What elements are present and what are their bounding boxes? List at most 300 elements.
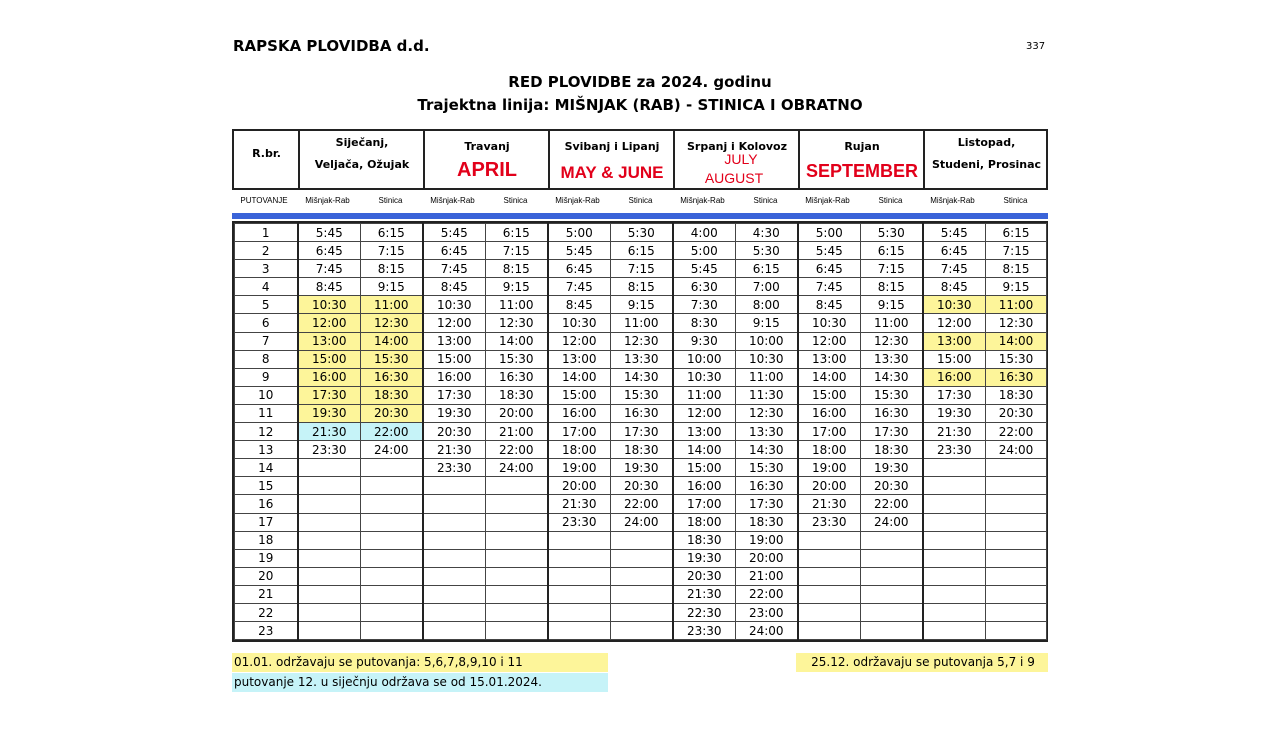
- departure-misnjak: 12:00: [923, 314, 986, 332]
- departure-misnjak: 23:30: [423, 459, 486, 477]
- departure-stinica: 9:15: [861, 296, 923, 314]
- header-period-jan-mar: [298, 131, 424, 190]
- departure-misnjak: 8:45: [423, 278, 486, 296]
- departure-stinica: [486, 622, 548, 640]
- departure-stinica: 20:00: [736, 549, 798, 567]
- departure-misnjak: 20:00: [798, 477, 861, 495]
- departure-misnjak: [548, 585, 611, 603]
- header-rbr: [234, 131, 299, 190]
- departure-misnjak: [548, 567, 611, 585]
- departure-misnjak: 18:00: [798, 441, 861, 459]
- departure-stinica: 15:30: [986, 350, 1047, 368]
- departure-stinica: 5:30: [611, 224, 673, 242]
- departure-stinica: [486, 585, 548, 603]
- departure-stinica: 4:30: [736, 224, 798, 242]
- departure-stinica: [986, 585, 1047, 603]
- departure-misnjak: [798, 531, 861, 549]
- table-row: [235, 314, 1047, 332]
- departure-stinica: 22:00: [486, 441, 548, 459]
- departure-misnjak: 16:00: [298, 368, 361, 386]
- departure-misnjak: 10:00: [673, 350, 736, 368]
- departure-misnjak: [298, 531, 361, 549]
- departure-misnjak: 10:30: [548, 314, 611, 332]
- note-trip12: putovanje 12. u siječnju održava se od 15.01.2024.: [232, 673, 608, 692]
- departure-misnjak: 16:00: [548, 404, 611, 422]
- departure-misnjak: [798, 622, 861, 640]
- departure-misnjak: [298, 495, 361, 513]
- departure-misnjak: [298, 459, 361, 477]
- departure-misnjak: [298, 549, 361, 567]
- departure-stinica: 6:15: [611, 242, 673, 260]
- departure-stinica: 12:30: [736, 404, 798, 422]
- table-row: [235, 332, 1047, 350]
- departure-misnjak: 10:30: [798, 314, 861, 332]
- table-row: [235, 242, 1047, 260]
- header-period-may-june: [548, 131, 674, 190]
- departure-stinica: [611, 531, 673, 549]
- departure-stinica: 16:30: [986, 368, 1047, 386]
- departure-stinica: 8:15: [986, 260, 1047, 278]
- departure-stinica: 11:00: [486, 296, 548, 314]
- departure-stinica: [986, 477, 1047, 495]
- departure-stinica: [861, 585, 923, 603]
- table-row: [235, 531, 1047, 549]
- departure-stinica: [861, 567, 923, 585]
- departure-misnjak: 13:00: [673, 423, 736, 441]
- departure-misnjak: 17:30: [298, 386, 361, 404]
- departure-misnjak: 12:00: [548, 332, 611, 350]
- departure-stinica: 21:00: [486, 423, 548, 441]
- departure-misnjak: 10:30: [423, 296, 486, 314]
- departure-misnjak: 21:30: [673, 585, 736, 603]
- departure-misnjak: 15:00: [798, 386, 861, 404]
- trip-number: 16: [235, 495, 298, 513]
- departure-stinica: 11:00: [361, 296, 423, 314]
- trip-number: 5: [235, 296, 298, 314]
- departure-stinica: [361, 567, 423, 585]
- trip-number: 4: [235, 278, 298, 296]
- table-row: [235, 278, 1047, 296]
- departure-stinica: [486, 567, 548, 585]
- table-row: [235, 350, 1047, 368]
- departure-stinica: 22:00: [736, 585, 798, 603]
- trip-number: 18: [235, 531, 298, 549]
- departure-misnjak: 17:00: [548, 423, 611, 441]
- departure-misnjak: 10:30: [673, 368, 736, 386]
- departure-stinica: 22:00: [361, 423, 423, 441]
- departure-stinica: 6:15: [361, 224, 423, 242]
- departure-stinica: 6:15: [736, 260, 798, 278]
- departure-stinica: 7:15: [361, 242, 423, 260]
- departure-misnjak: 5:00: [548, 224, 611, 242]
- departure-stinica: 6:15: [986, 224, 1047, 242]
- departure-misnjak: 10:30: [298, 296, 361, 314]
- period-english-2: AUGUST: [704, 170, 764, 186]
- departure-stinica: [486, 477, 548, 495]
- departure-stinica: 11:00: [736, 368, 798, 386]
- departure-misnjak: 15:00: [298, 350, 361, 368]
- departure-stinica: 24:00: [611, 513, 673, 531]
- period-line1: Srpanj i Kolovoz: [686, 140, 788, 153]
- departure-stinica: 11:30: [736, 386, 798, 404]
- departure-misnjak: 23:30: [798, 513, 861, 531]
- departure-stinica: 7:15: [611, 260, 673, 278]
- departure-misnjak: 19:00: [798, 459, 861, 477]
- schedule-grid: [232, 221, 1048, 642]
- departure-stinica: 7:15: [986, 242, 1047, 260]
- departure-stinica: [361, 585, 423, 603]
- departure-misnjak: 6:45: [798, 260, 861, 278]
- departure-stinica: [486, 495, 548, 513]
- departure-stinica: [361, 459, 423, 477]
- departure-misnjak: 13:00: [548, 350, 611, 368]
- departure-stinica: 18:30: [486, 386, 548, 404]
- departure-stinica: 8:15: [361, 260, 423, 278]
- departure-misnjak: 18:30: [673, 531, 736, 549]
- departure-misnjak: 5:00: [673, 242, 736, 260]
- table-row: [235, 477, 1047, 495]
- departure-stinica: 12:30: [486, 314, 548, 332]
- trip-number: 14: [235, 459, 298, 477]
- trip-number: 23: [235, 622, 298, 640]
- departure-misnjak: [923, 459, 986, 477]
- period-line1: Travanj: [464, 140, 510, 153]
- departure-misnjak: 8:30: [673, 314, 736, 332]
- departure-misnjak: 4:00: [673, 224, 736, 242]
- departure-misnjak: 19:30: [423, 404, 486, 422]
- to-label: Stinica: [1003, 196, 1028, 205]
- departure-stinica: [861, 622, 923, 640]
- table-row: [235, 423, 1047, 441]
- departure-stinica: 16:30: [611, 404, 673, 422]
- departure-misnjak: 16:00: [923, 368, 986, 386]
- departure-misnjak: [298, 477, 361, 495]
- table-row: [235, 224, 1047, 242]
- departure-stinica: 24:00: [861, 513, 923, 531]
- note-jan1: 01.01. održavaju se putovanja: 5,6,7,8,9,10 i 11: [232, 653, 608, 672]
- to-label: Stinica: [628, 196, 653, 205]
- departure-stinica: 5:30: [861, 224, 923, 242]
- period-line1: Siječanj,: [335, 136, 389, 149]
- trip-number: 20: [235, 567, 298, 585]
- departure-stinica: [986, 567, 1047, 585]
- trip-number: 15: [235, 477, 298, 495]
- header-period-oct-dec: [923, 131, 1048, 190]
- departure-misnjak: 19:30: [673, 549, 736, 567]
- departure-misnjak: 21:30: [548, 495, 611, 513]
- table-row: [235, 549, 1047, 567]
- departure-stinica: [361, 477, 423, 495]
- departure-misnjak: 19:00: [548, 459, 611, 477]
- departure-stinica: [861, 531, 923, 549]
- departure-stinica: 6:15: [486, 224, 548, 242]
- departure-stinica: 22:00: [861, 495, 923, 513]
- departure-misnjak: 17:00: [798, 423, 861, 441]
- departure-misnjak: 13:00: [923, 332, 986, 350]
- departure-misnjak: 5:00: [798, 224, 861, 242]
- departure-misnjak: 8:45: [548, 296, 611, 314]
- departure-stinica: 23:00: [736, 603, 798, 621]
- departure-stinica: 13:30: [861, 350, 923, 368]
- departure-stinica: 18:30: [986, 386, 1047, 404]
- departure-misnjak: 7:45: [548, 278, 611, 296]
- departure-misnjak: 18:00: [548, 441, 611, 459]
- departure-misnjak: 7:45: [423, 260, 486, 278]
- departure-misnjak: 20:00: [548, 477, 611, 495]
- table-row: [235, 495, 1047, 513]
- departure-stinica: 16:30: [486, 368, 548, 386]
- departure-stinica: 13:30: [736, 423, 798, 441]
- departure-stinica: [986, 459, 1047, 477]
- period-english: APRIL: [457, 159, 517, 181]
- departure-stinica: 15:30: [486, 350, 548, 368]
- departure-misnjak: 6:45: [423, 242, 486, 260]
- departure-stinica: 14:00: [361, 332, 423, 350]
- departure-stinica: [611, 622, 673, 640]
- departure-stinica: [986, 622, 1047, 640]
- departure-stinica: 9:15: [736, 314, 798, 332]
- departure-stinica: [611, 603, 673, 621]
- direction-row: [232, 194, 1048, 210]
- departure-stinica: 19:30: [611, 459, 673, 477]
- departure-misnjak: [423, 585, 486, 603]
- from-label: Mišnjak-Rab: [555, 196, 600, 205]
- departure-misnjak: [798, 585, 861, 603]
- trip-number: 12: [235, 423, 298, 441]
- departure-misnjak: [298, 622, 361, 640]
- departure-misnjak: 23:30: [673, 622, 736, 640]
- schedule-header: [232, 129, 1048, 190]
- departure-misnjak: [923, 531, 986, 549]
- departure-misnjak: [423, 567, 486, 585]
- departure-stinica: 16:30: [736, 477, 798, 495]
- departure-stinica: [861, 603, 923, 621]
- departure-stinica: 14:30: [861, 368, 923, 386]
- departure-misnjak: 12:00: [298, 314, 361, 332]
- departure-stinica: 18:30: [736, 513, 798, 531]
- departure-misnjak: 5:45: [673, 260, 736, 278]
- departure-misnjak: [423, 531, 486, 549]
- to-label: Stinica: [503, 196, 528, 205]
- departure-misnjak: 6:45: [923, 242, 986, 260]
- trip-number: 3: [235, 260, 298, 278]
- page-title: RED PLOVIDBE za 2024. godinu: [508, 73, 772, 91]
- departure-misnjak: 16:00: [423, 368, 486, 386]
- to-label: Stinica: [878, 196, 903, 205]
- departure-stinica: 22:00: [986, 423, 1047, 441]
- departure-stinica: 10:30: [736, 350, 798, 368]
- trip-number: 9: [235, 368, 298, 386]
- period-line1: Svibanj i Lipanj: [564, 140, 660, 153]
- page-subtitle: Trajektna linija: MIŠNJAK (RAB) - STINICA I OBRATNO: [417, 96, 863, 114]
- departure-stinica: [611, 585, 673, 603]
- table-row: [235, 368, 1047, 386]
- trip-number: 10: [235, 386, 298, 404]
- departure-misnjak: [548, 531, 611, 549]
- departure-misnjak: 21:30: [298, 423, 361, 441]
- trip-number: 2: [235, 242, 298, 260]
- departure-stinica: 15:30: [736, 459, 798, 477]
- departure-misnjak: 7:30: [673, 296, 736, 314]
- period-line2: Veljača, Ožujak: [314, 158, 410, 171]
- trip-number: 11: [235, 404, 298, 422]
- departure-stinica: 11:00: [611, 314, 673, 332]
- departure-misnjak: 5:45: [423, 224, 486, 242]
- table-row: [235, 513, 1047, 531]
- departure-misnjak: 9:30: [673, 332, 736, 350]
- departure-stinica: 14:00: [986, 332, 1047, 350]
- departure-misnjak: 14:00: [548, 368, 611, 386]
- departure-misnjak: [923, 513, 986, 531]
- departure-misnjak: 21:30: [798, 495, 861, 513]
- departure-misnjak: 15:00: [673, 459, 736, 477]
- departure-stinica: [486, 531, 548, 549]
- departure-misnjak: 19:30: [298, 404, 361, 422]
- departure-misnjak: 14:00: [798, 368, 861, 386]
- trip-number: 19: [235, 549, 298, 567]
- departure-misnjak: 17:00: [673, 495, 736, 513]
- header-period-april: [423, 131, 549, 190]
- departure-misnjak: 18:00: [673, 513, 736, 531]
- departure-misnjak: 20:30: [673, 567, 736, 585]
- departure-stinica: 9:15: [486, 278, 548, 296]
- table-row: [235, 603, 1047, 621]
- departure-stinica: 19:00: [736, 531, 798, 549]
- departure-stinica: 17:30: [861, 423, 923, 441]
- departure-misnjak: [923, 585, 986, 603]
- departure-misnjak: [923, 549, 986, 567]
- departure-misnjak: 22:30: [673, 603, 736, 621]
- schedule-table: [234, 223, 1047, 640]
- departure-stinica: 18:30: [361, 386, 423, 404]
- departure-misnjak: [923, 567, 986, 585]
- departure-stinica: 6:15: [861, 242, 923, 260]
- departure-stinica: 15:30: [611, 386, 673, 404]
- table-row: [235, 622, 1047, 640]
- separator-bar: [232, 213, 1048, 219]
- departure-misnjak: 19:30: [923, 404, 986, 422]
- departure-misnjak: [298, 513, 361, 531]
- departure-misnjak: 15:00: [548, 386, 611, 404]
- departure-misnjak: 8:45: [923, 278, 986, 296]
- departure-misnjak: 6:30: [673, 278, 736, 296]
- departure-misnjak: [798, 549, 861, 567]
- period-line2: Studeni, Prosinac: [931, 158, 1042, 171]
- departure-misnjak: 15:00: [423, 350, 486, 368]
- departure-stinica: 7:15: [486, 242, 548, 260]
- departure-misnjak: [548, 603, 611, 621]
- departure-misnjak: 17:30: [923, 386, 986, 404]
- departure-misnjak: 11:00: [673, 386, 736, 404]
- departure-misnjak: [423, 549, 486, 567]
- departure-stinica: 14:00: [486, 332, 548, 350]
- departure-misnjak: 13:00: [423, 332, 486, 350]
- departure-misnjak: 21:30: [423, 441, 486, 459]
- departure-stinica: [361, 549, 423, 567]
- departure-stinica: [361, 531, 423, 549]
- departure-stinica: [986, 531, 1047, 549]
- to-label: Stinica: [378, 196, 403, 205]
- departure-misnjak: 5:45: [923, 224, 986, 242]
- departure-stinica: 16:30: [861, 404, 923, 422]
- departure-misnjak: 23:30: [548, 513, 611, 531]
- from-label: Mišnjak-Rab: [805, 196, 850, 205]
- putovanje-label: PUTOVANJE: [240, 196, 288, 205]
- departure-misnjak: 8:45: [298, 278, 361, 296]
- departure-stinica: [986, 495, 1047, 513]
- departure-misnjak: [423, 477, 486, 495]
- departure-stinica: 7:15: [861, 260, 923, 278]
- departure-misnjak: [298, 567, 361, 585]
- departure-stinica: 20:00: [486, 404, 548, 422]
- departure-stinica: 8:15: [486, 260, 548, 278]
- departure-stinica: 5:30: [736, 242, 798, 260]
- table-row: [235, 386, 1047, 404]
- departure-stinica: 9:15: [611, 296, 673, 314]
- company-name: RAPSKA PLOVIDBA d.d.: [233, 37, 430, 55]
- departure-stinica: 19:30: [861, 459, 923, 477]
- departure-misnjak: 12:00: [798, 332, 861, 350]
- departure-misnjak: [923, 495, 986, 513]
- departure-stinica: 20:30: [361, 404, 423, 422]
- departure-stinica: 20:30: [861, 477, 923, 495]
- header-period-september: [798, 131, 924, 190]
- table-row: [235, 567, 1047, 585]
- period-line1: Listopad,: [957, 136, 1016, 149]
- departure-misnjak: [298, 603, 361, 621]
- trip-number: 8: [235, 350, 298, 368]
- departure-stinica: 22:00: [611, 495, 673, 513]
- trip-number: 17: [235, 513, 298, 531]
- departure-stinica: 24:00: [736, 622, 798, 640]
- from-label: Mišnjak-Rab: [430, 196, 475, 205]
- departure-stinica: 20:30: [986, 404, 1047, 422]
- departure-stinica: 15:30: [861, 386, 923, 404]
- header-rbr-label: R.br.: [252, 147, 281, 160]
- departure-stinica: [486, 549, 548, 567]
- period-english: MAY & JUNE: [560, 163, 664, 182]
- departure-misnjak: 23:30: [923, 441, 986, 459]
- trip-number: 22: [235, 603, 298, 621]
- departure-misnjak: [423, 513, 486, 531]
- departure-misnjak: 16:00: [673, 477, 736, 495]
- departure-stinica: 16:30: [361, 368, 423, 386]
- departure-stinica: [361, 513, 423, 531]
- departure-misnjak: [798, 603, 861, 621]
- departure-stinica: 11:00: [986, 296, 1047, 314]
- trip-number: 21: [235, 585, 298, 603]
- departure-stinica: 12:30: [861, 332, 923, 350]
- departure-misnjak: 13:00: [298, 332, 361, 350]
- departure-stinica: [361, 603, 423, 621]
- departure-stinica: 8:00: [736, 296, 798, 314]
- departure-misnjak: [298, 585, 361, 603]
- departure-stinica: 8:15: [611, 278, 673, 296]
- departure-stinica: [361, 495, 423, 513]
- departure-stinica: [986, 513, 1047, 531]
- trip-number: 6: [235, 314, 298, 332]
- table-row: [235, 459, 1047, 477]
- departure-stinica: [861, 549, 923, 567]
- departure-misnjak: [923, 603, 986, 621]
- departure-misnjak: 5:45: [298, 224, 361, 242]
- departure-misnjak: 12:00: [673, 404, 736, 422]
- departure-misnjak: 6:45: [298, 242, 361, 260]
- departure-stinica: 12:30: [611, 332, 673, 350]
- departure-misnjak: 7:45: [298, 260, 361, 278]
- departure-stinica: 11:00: [861, 314, 923, 332]
- departure-stinica: 24:00: [361, 441, 423, 459]
